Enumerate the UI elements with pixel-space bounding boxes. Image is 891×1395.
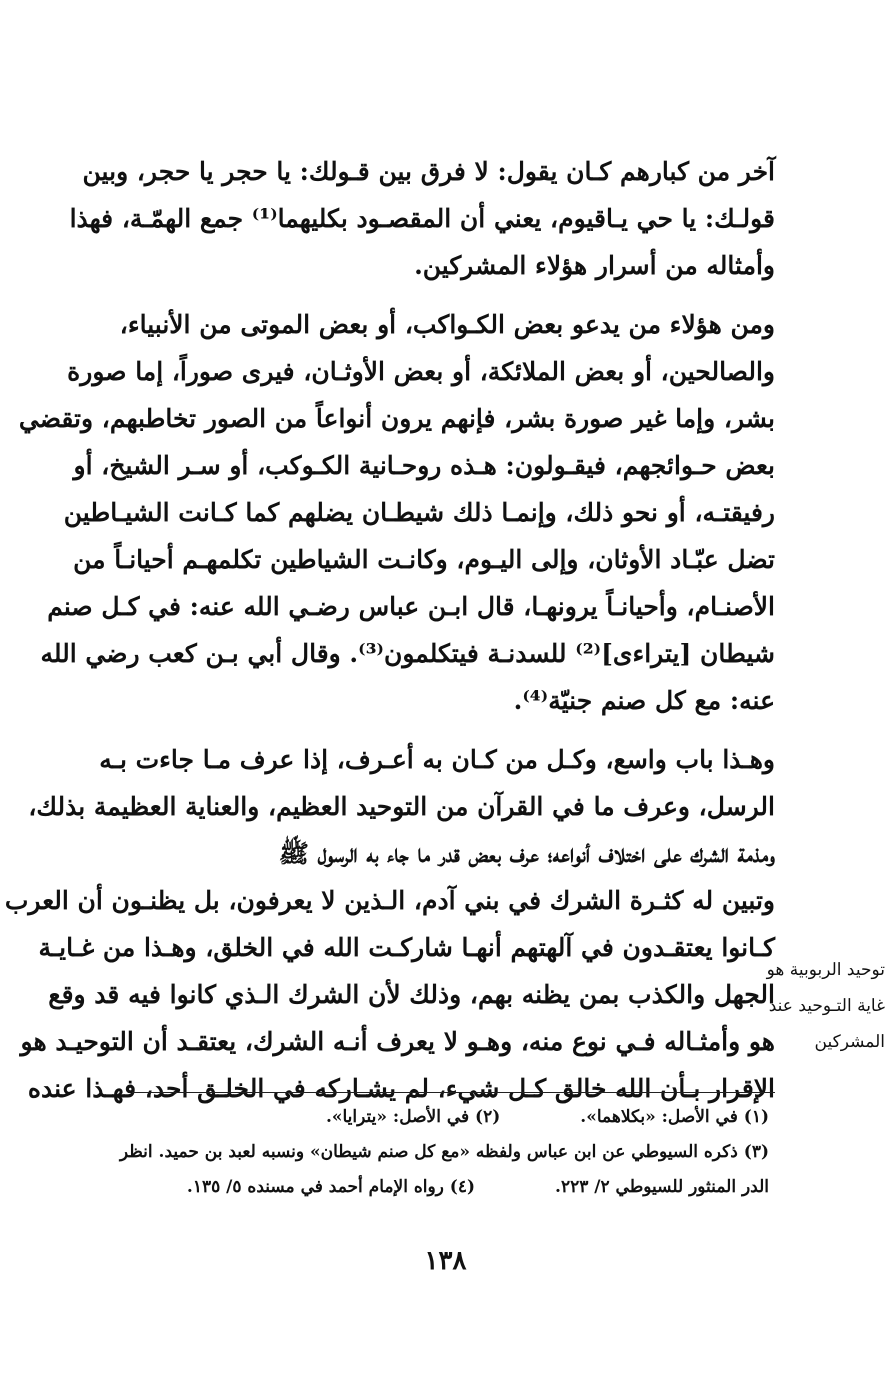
footnote-3: (٣) ذكره السيوطي عن ابن عباس ولفظه «مع كل صنم شيطان» ونسبه لعبد بن حميد. انظر xyxy=(119,1142,769,1162)
main-text xyxy=(4,148,775,1112)
text-line: الجهل والكذب بمن يظنه بهم، وذلك لأن الشرك الـذي كانوا فيه قد وقع xyxy=(48,980,775,1009)
paragraph-gap xyxy=(99,289,775,301)
text-line: الإقرار بـأن الله خالق كـل شيء، لم يشـاركه في الخلـق أحد، فهـذا عنده xyxy=(27,1074,775,1103)
text-line: شيطان [يتراءى]⁽²⁾ للسدنـة فيتكلمون⁽³⁾. وقال أبي بـن كعب رضي الله xyxy=(40,639,775,668)
text-line: تضل عبّـاد الأوثان، وإلى اليـوم، وكانـت الشياطين تكلمهـم أحيانـاً من xyxy=(73,545,775,574)
margin-note-line: المشركين xyxy=(814,1032,885,1052)
page-number: ١٣٨ xyxy=(424,1246,467,1276)
text-line: ومن هؤلاء من يدعو بعض الكـواكب، أو بعض الموتى من الأنبياء، xyxy=(119,310,775,339)
footnote-line xyxy=(109,1170,769,1205)
text-line: وتبين له كثـرة الشرك في بني آدم، الـذين لا يعرفون، بل يظنـون أن العرب xyxy=(4,886,775,915)
paragraph-gap xyxy=(99,724,775,736)
footnote-divider xyxy=(132,1092,775,1093)
text-line: الرسل، وعرف ما في القرآن من التوحيد العظيم، والعناية العظيمة بذلك، xyxy=(28,792,775,821)
text-line: رفيقتـه، أو نحو ذلك، وإنمـا ذلك شيطـان يضلهم كما كـانت الشيـاطين xyxy=(63,498,775,527)
margin-note-line: توحيد الربوبية هو xyxy=(766,960,885,980)
text-line: وهـذا باب واسع، وكـل من كـان به أعـرف، إذا عرف مـا جاءت بـه xyxy=(99,745,775,774)
text-line: آخر من كبارهم كـان يقول: لا فرق بين قـولك: يا حجر يا حجر، وبين xyxy=(82,157,775,186)
footnote-4: (٤) رواه الإمام أحمد في مسنده ٥/ ١٣٥. xyxy=(186,1177,476,1197)
text-line: قولـك: يا حي يـاقيوم، يعني أن المقصـود بكليهما⁽¹⁾ جمع الهمّـة، فهذا xyxy=(69,204,775,233)
footnotes xyxy=(109,1100,769,1205)
footnote-3-cont: الدر المنثور للسيوطي ٢/ ٢٢٣. xyxy=(555,1177,769,1197)
margin-note-line: غاية التـوحيد عند xyxy=(768,996,885,1016)
text-line: والصالحين، أو بعض الملائكة، أو بعض الأوثـان، فيرى صوراً، إما صورة xyxy=(67,357,775,386)
text-line: بشر، وإما غير صورة بشر، فإنهم يرون أنواعاً من الصور تخاطبهم، وتقضي xyxy=(18,404,775,433)
text-line: كـانوا يعتقـدون في آلهتهم أنهـا شاركـت الله في الخلق، وهـذا من غـايـة xyxy=(38,933,775,962)
footnote-line xyxy=(109,1100,769,1135)
text-line: ومذمة الشرك على اختلاف أنواعه؛ عرف بعض قدر ما جاء به الرسول ﷺ xyxy=(278,839,775,868)
margin-note xyxy=(766,952,885,1060)
text-line: عنه: مع كل صنم جنيّة⁽⁴⁾. xyxy=(513,686,775,715)
text-line: بعض حـوائجهم، فيقـولون: هـذه روحـانية الكـوكب، أو سـر الشيخ، أو xyxy=(73,451,775,480)
text-line: هو وأمثـاله فـي نوع منه، وهـو لا يعرف أنـه الشرك، يعتقـد أن التوحيـد هو xyxy=(20,1027,775,1056)
footnote-2: (٢) في الأصل: «يترايا». xyxy=(325,1107,501,1127)
text-line: وأمثاله من أسرار هؤلاء المشركين. xyxy=(414,251,775,280)
text-line: الأصنـام، وأحيانـاً يرونهـا، قال ابـن عباس رضـي الله عنه: في كـل صنم xyxy=(47,592,775,621)
footnote-1: (١) في الأصل: «بكلاهما». xyxy=(580,1107,769,1127)
